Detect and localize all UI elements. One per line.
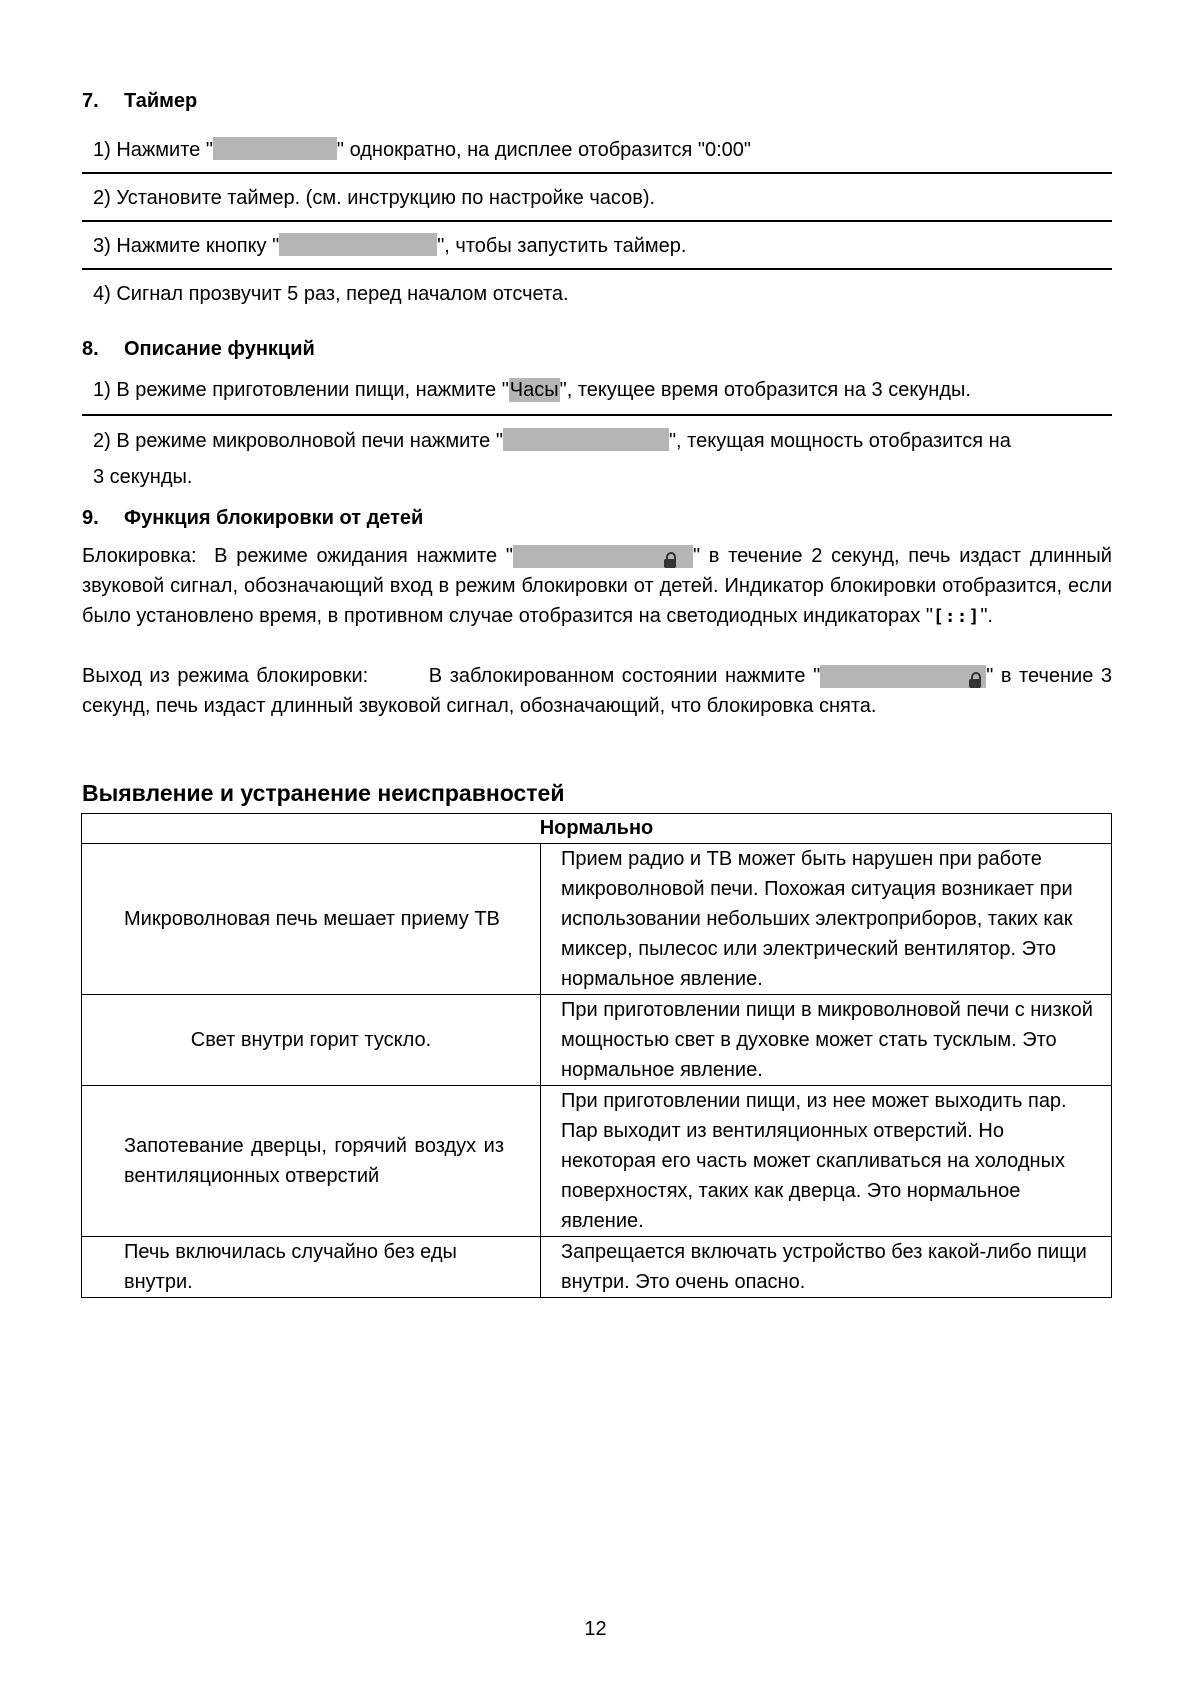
unlock-label: Выход из режима блокировки: xyxy=(82,665,369,687)
section-title: Описание функций xyxy=(124,338,315,360)
section-9-heading xyxy=(82,505,423,531)
section-8-heading xyxy=(82,336,315,362)
clock-key-label: Часы xyxy=(509,379,559,401)
function-item-1: 1) В режиме приготовлении пищи, нажмите "Часы", текущее время отобразится на 3 секунды. xyxy=(82,366,1112,416)
timer-step-1: 1) Нажмите " " однократно, на дисплее отобразится "0:00" xyxy=(82,126,1112,174)
timer-step-3: 3) Нажмите кнопку " ", чтобы запустить таймер. xyxy=(82,222,1112,270)
lock-label: Блокировка: xyxy=(82,545,197,567)
lock-icon xyxy=(663,552,677,568)
problem-cell: Микроволновая печь мешает приему ТВ xyxy=(82,844,541,995)
function-description xyxy=(82,366,1112,494)
section-number: 7. xyxy=(82,90,99,112)
section-7-heading xyxy=(82,88,197,114)
troubleshooting-title: Выявление и устранение неисправностей xyxy=(82,780,565,806)
redacted-button-label xyxy=(213,137,337,160)
answer-cell: Прием радио и ТВ может быть нарушен при работе микроволновой печи. Похожая ситуация возникает при использовании небольших электроприборов, таких как миксер, пылесос или электрический вентилятор. Это нормальное явление. xyxy=(541,844,1112,995)
section-title: Таймер xyxy=(124,90,198,112)
page-number: 12 xyxy=(584,1618,607,1640)
problem-cell: Запотевание дверцы, горячий воздух из вентиляционных отверстий xyxy=(82,1086,541,1237)
table-row xyxy=(82,1237,1112,1298)
answer-cell: Запрещается включать устройство без какой-либо пищи внутри. Это очень опасно. xyxy=(541,1237,1112,1298)
lock-indicator-display: [::] xyxy=(932,606,981,627)
lock-icon xyxy=(968,672,982,688)
section-number: 9. xyxy=(82,507,99,529)
redacted-button-label xyxy=(503,428,669,451)
table-row xyxy=(82,995,1112,1086)
timer-step-2: 2) Установите таймер. (см. инструкцию по настройке часов). xyxy=(82,174,1112,222)
timer-step-4: 4) Сигнал прозвучит 5 раз, перед началом отсчета. xyxy=(93,283,569,305)
child-lock-paragraph: Блокировка: В режиме ожидания нажмите " " в течение 2 секунд, печь издаст длинный звуковой сигнал, обозначающий вход в режим блокировки от детей. Индикатор блокировки отобразится, если было установлено время, в противном случае отобразится на светодиодных индикаторах "[::]". xyxy=(82,541,1112,632)
function-item-2-continued: 3 секунды. xyxy=(93,466,193,488)
troubleshooting-table xyxy=(81,813,1112,1298)
redacted-lock-key xyxy=(820,665,986,688)
unlock-paragraph: Выход из режима блокировки: В заблокированном состоянии нажмите " " в течение 3 секунд, печь издаст длинный звуковой сигнал, обозначающий, что блокировка снята. xyxy=(82,665,1113,717)
section-number: 8. xyxy=(82,338,99,360)
table-row xyxy=(82,844,1112,995)
table-header-row xyxy=(82,814,1112,844)
problem-cell: Печь включилась случайно без еды внутри. xyxy=(82,1237,541,1298)
answer-cell: При приготовлении пищи в микроволновой печи с низкой мощностью свет в духовке может стать тусклым. Это нормальное явление. xyxy=(541,995,1112,1086)
section-title: Функция блокировки от детей xyxy=(124,507,424,529)
table-header: Нормально xyxy=(82,814,1112,844)
redacted-button-label xyxy=(279,233,437,256)
function-item-2: 2) В режиме микроволновой печи нажмите " ", текущая мощность отобразится на xyxy=(93,430,1011,452)
problem-cell: Свет внутри горит тускло. xyxy=(82,995,541,1086)
redacted-lock-key xyxy=(513,545,693,568)
table-row xyxy=(82,1086,1112,1237)
timer-steps xyxy=(82,126,1112,318)
answer-cell: При приготовлении пищи, из нее может выходить пар. Пар выходит из вентиляционных отверстий. Но некоторая его часть может скапливаться на холодных поверхностях, таких как дверца. Это нормальное явление. xyxy=(541,1086,1112,1237)
